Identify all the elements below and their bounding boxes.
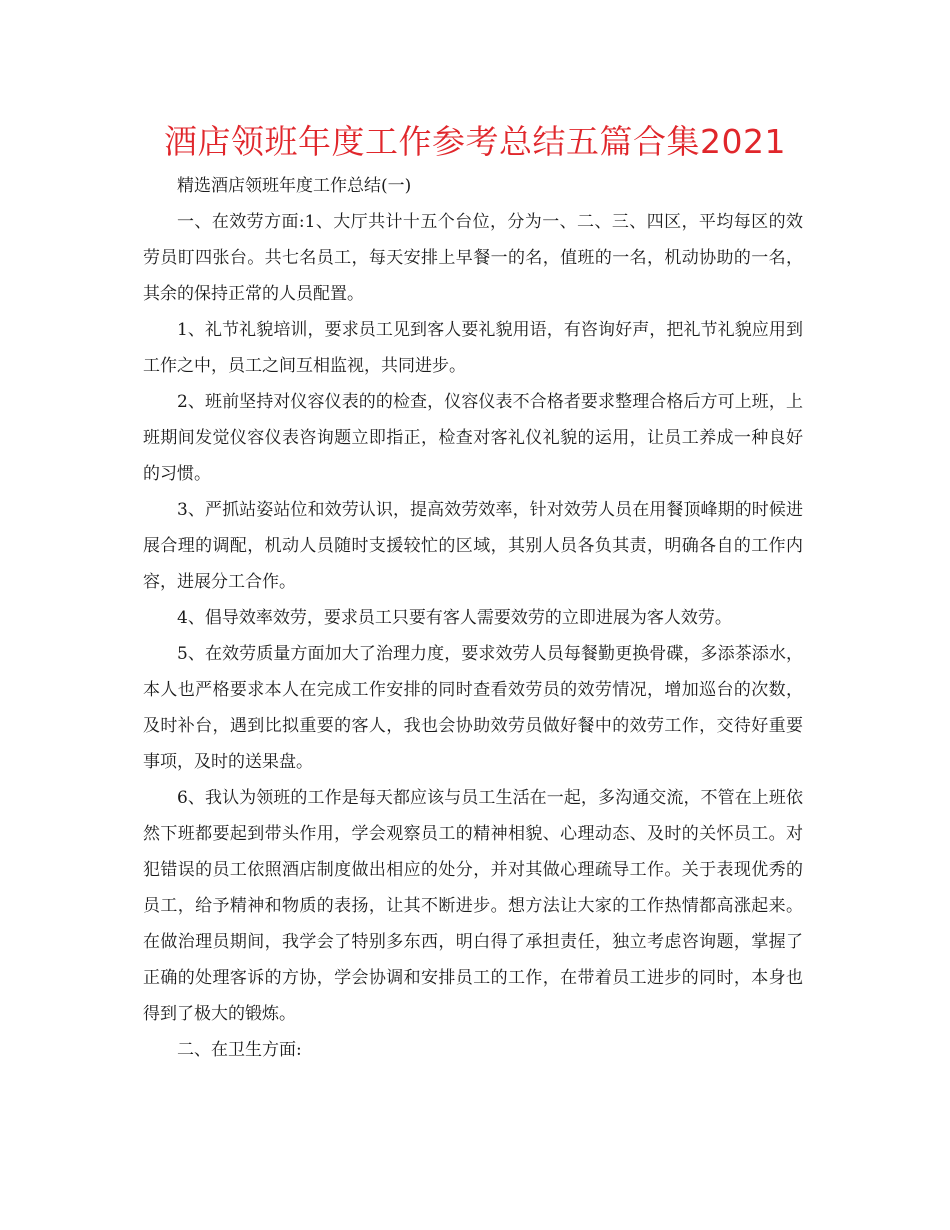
document-title: 酒店领班年度工作参考总结五篇合集2021 — [164, 122, 786, 161]
paragraph-hygiene-heading: 二、在卫生方面: — [177, 1040, 302, 1060]
paragraph-service-quality: 5、在效劳质量方面加大了治理力度，要求效劳人员每餐勤更换骨碟，多添茶添水，本人也严格要求本人在完成工作安排的同时查看效劳员的效劳情况，增加巡台的次数，及时补台，遇到比拟重要的客人，我也会协助效劳员做好餐中的效劳工作，交待好重要事项，及时的送果盘。 — [143, 644, 803, 772]
paragraph-efficient-service: 4、倡导效率效劳，要求员工只要有客人需要效劳的立即进展为客人效劳。 — [177, 608, 732, 628]
document-body — [143, 168, 803, 1068]
paragraph-posture-efficiency: 3、严抓站姿站位和效劳认识，提高效劳效率，针对效劳人员在用餐顶峰期的时候进展合理的调配，机动人员随时支援较忙的区域，其别人员各负其责，明确各自的工作内容，进展分工合作。 — [143, 500, 803, 592]
paragraph-appearance-check: 2、班前坚持对仪容仪表的的检查，仪容仪表不合格者要求整理合格后方可上班，上班期间发觉仪容仪表咨询题立即指正，检查对客礼仪礼貌的运用，让员工养成一种良好的习惯。 — [143, 392, 803, 484]
section-subtitle: 精选酒店领班年度工作总结(一) — [177, 176, 412, 196]
paragraph-service-overview: 一、在效劳方面:1、大厅共计十五个台位，分为一、二、三、四区，平均每区的效劳员盯四张台。共七名员工，每天安排上早餐一的名，值班的一名，机动协助的一名，其余的保持正常的人员配置。 — [143, 212, 803, 304]
paragraph-etiquette-training: 1、礼节礼貌培训，要求员工见到客人要礼貌用语，有咨询好声，把礼节礼貌应用到工作之中，员工之间互相监视，共同进步。 — [143, 320, 803, 376]
paragraph-supervisor-role: 6、我认为领班的工作是每天都应该与员工生活在一起，多沟通交流，不管在上班依然下班都要起到带头作用，学会观察员工的精神相貌、心理动态、及时的关怀员工。对犯错误的员工依照酒店制度做出相应的处分，并对其做心理疏导工作。关于表现优秀的员工，给予精神和物质的表扬，让其不断进步。想方法让大家的工作热情都高涨起来。在做治理员期间，我学会了特别多东西，明白得了承担责任，独立考虑咨询题，掌握了正确的处理客诉的方协，学会协调和安排员工的工作，在带着员工进步的同时，本身也得到了极大的锻炼。 — [143, 788, 803, 1024]
